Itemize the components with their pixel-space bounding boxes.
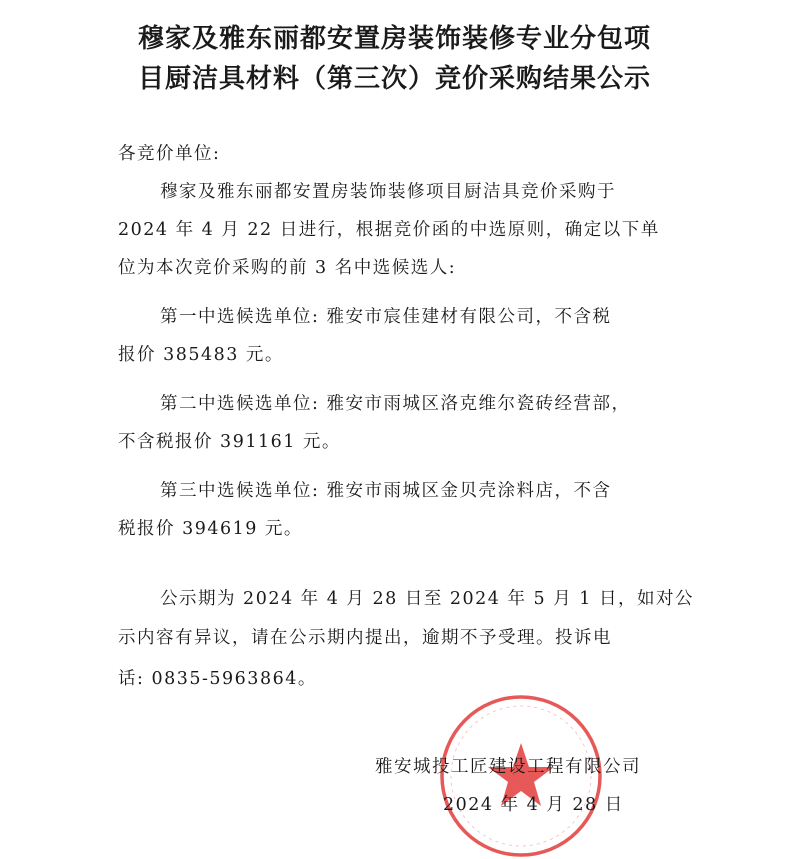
body-line: 穆家及雅东丽都安置房装饰装修项目厨洁具竞价采购于 xyxy=(160,182,616,202)
salutation: 各竞价单位: xyxy=(118,144,221,164)
candidate-1-price: 报价 385483 元。 xyxy=(118,345,284,365)
candidate-3: 第三中选候选单位: 雅安市雨城区金贝壳涂料店，不含 xyxy=(160,481,612,501)
candidate-2: 第二中选候选单位: 雅安市雨城区洛克维尔瓷砖经营部， xyxy=(160,394,631,414)
notice-period: 公示期为 2024 年 4 月 28 日至 2024 年 5 月 1 日，如对公 xyxy=(160,589,694,609)
title-line-1: 穆家及雅东丽都安置房装饰装修专业分包项 xyxy=(137,24,651,54)
signature-date: 2024 年 4 月 28 日 xyxy=(443,795,624,815)
notice-line: 示内容有异议，请在公示期内提出，逾期不予受理。投诉电 xyxy=(118,628,612,648)
candidate-2-price: 不含税报价 391161 元。 xyxy=(118,432,341,452)
complaint-phone: 话: 0835-5963864。 xyxy=(118,669,317,689)
body-line: 2024 年 4 月 22 日进行，根据竞价函的中选原则，确定以下单 xyxy=(118,220,660,240)
title-line-2: 目厨洁具材料（第三次）竞价采购结果公示 xyxy=(137,64,651,94)
body-line: 位为本次竞价采购的前 3 名中选候选人: xyxy=(118,258,457,278)
signature-company: 雅安城投工匠建设工程有限公司 xyxy=(375,757,641,777)
candidate-1: 第一中选候选单位: 雅安市宸佳建材有限公司，不含税 xyxy=(160,307,612,327)
candidate-3-price: 税报价 394619 元。 xyxy=(118,519,303,539)
